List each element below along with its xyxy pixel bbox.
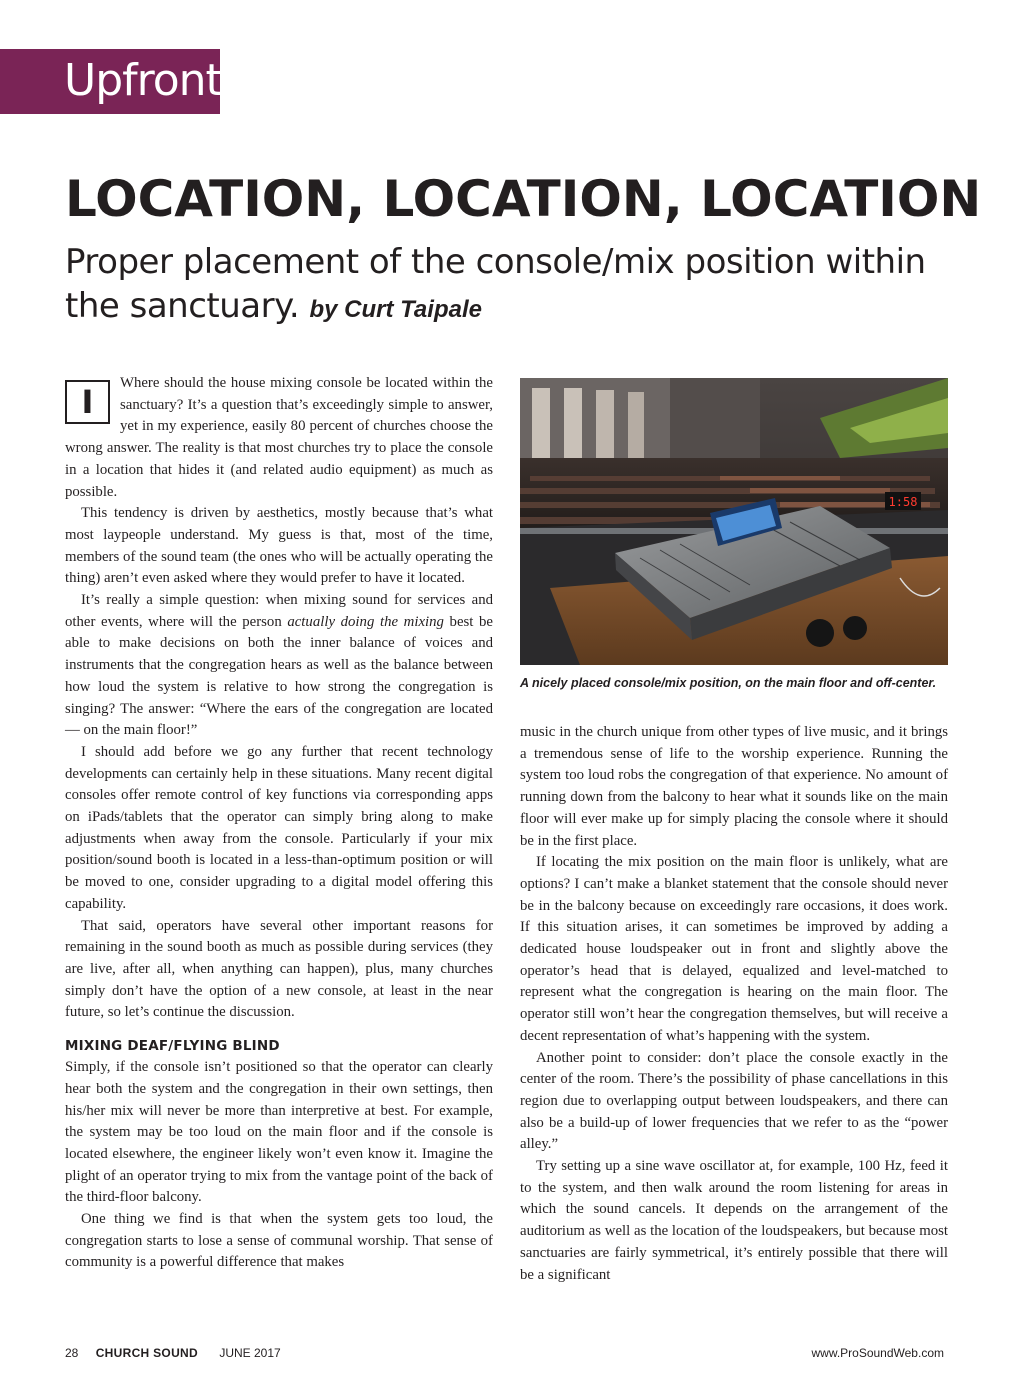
paragraph [65, 373, 493, 503]
paragraph: One thing we find is that when the system gets too loud, the congregation starts to lose a sense of communal worship. That sense of community is a powerful difference that makes [65, 1211, 493, 1271]
paragraph [65, 590, 493, 742]
section-label: Upfront [64, 55, 222, 106]
website-link[interactable]: www.ProSoundWeb.com [811, 1346, 944, 1360]
paragraph: This tendency is driven by aesthetics, mostly because that’s what most laypeople understand. My guess is that, most of the time, members of the sound team (the ones who will be actually operating the thing) aren’t even asked where they would prefer to have it located. [65, 505, 493, 587]
paragraph: That said, operators have several other important reasons for remaining in the sound booth as much as possible during services (they are live, after all, when anything can happen), plus, many churches simply don’t have the option of a new console, at least in the near future, so let’s continue the discussion. [65, 917, 493, 1021]
paragraph: I should add before we go any further that recent technology developments can certainly help in these situations. Many recent digital consoles offer remote control of key functions via corresponding apps on iPads/tablets that the operator can simply bring along to make adjustments when away from the console. Particularly if your mix position/sound booth is located in a less-than-optimum position or will be moved to one, consider upgrading to a digital model offering this capability. [65, 743, 493, 912]
paragraph: Another point to consider: don’t place the console exactly in the center of the room. There’s the possibility of phase cancellations in this region due to overlapping output between loudspeakers, and there can also be a build-up of lower frequencies that we refer to as the “power alley.” [520, 1049, 948, 1153]
paragraph-text: It’s really a simple question: when mixing sound for services and other events, where will the person [65, 592, 493, 630]
page-number: 28 [65, 1346, 79, 1360]
subheading: MIXING DEAF/FLYING BLIND [65, 1038, 280, 1055]
right-column [520, 722, 948, 1286]
console-photo-illustration [520, 378, 948, 665]
article-deck [65, 240, 965, 332]
page-footer [65, 1346, 281, 1360]
paragraph: music in the church unique from other types of live music, and it brings a tremendous sense of life to the worship experience. Running the system too loud robs the congregation of that experience. No amount of running down from the balcony to hear what it sounds like on the main floor will ever make up for simply placing the console where it should be in the first place. [520, 724, 948, 849]
paragraph: If locating the mix position on the main floor is unlikely, what are options? I can’t make a blanket statement that the console should never be in the balcony because on exceedingly rare occasions, it does work. If this situation arises, it can sometimes be improved by adding a dedicated house loudspeaker out in front and slightly above the operator’s head that is delayed, equalized and level-matched to represent what the congregation is hearing on the main floor. The operator still won’t hear the congregation themselves, but will receive a decent representation of what’s happening with the system. [520, 854, 948, 1044]
left-column [65, 373, 493, 1274]
photo-caption: A nicely placed console/mix position, on the main floor and off-center. [520, 676, 937, 690]
section-tab [0, 49, 220, 114]
magazine-name: CHURCH SOUND [95, 1346, 198, 1360]
console-photo [520, 378, 948, 665]
drop-cap: I [65, 380, 110, 424]
paragraph-text: best be able to make decisions on both the inner balance of voices and instruments that the congregation hears as well as the balance between how loud the system is relative to how strong the congregation is singing? The answer: “Where the ears of the congregation are located — on the main floor!” [65, 613, 493, 739]
issue-date: JUNE 2017 [219, 1346, 281, 1360]
clock-readout: 1:58 [888, 495, 918, 509]
byline: by Curt Taipale [309, 296, 482, 323]
paragraph-text: Where should the house mixing console be located within the sanctuary? It’s a question that’s exceedingly simple to answer, yet in my experience, easily 80 percent of churches choose the wrong answer. The reality is that most churches try to place the console in a location that hides it (and related audio equipment) as much as possible. [65, 375, 493, 500]
article-headline: LOCATION, LOCATION, LOCATION [65, 170, 982, 228]
paragraph: Simply, if the console isn’t positioned so that the operator can clearly hear both the system and the congregation in their own settings, then his/her mix will never be more than interpretive at best. For example, the system may be too loud on the main floor and if the console is located elsewhere, the engineer likely won’t even know it. Imagine the plight of an operator trying to mix from the vantage point of the back of the third-floor balcony. [65, 1059, 493, 1206]
emphasis-text: actually doing the mixing [287, 613, 444, 630]
deck-text: Proper placement of the console/mix position within the sanctuary. [65, 242, 926, 326]
paragraph: Try setting up a sine wave oscillator at, for example, 100 Hz, feed it to the system, and then walk around the room listening for areas in which the sound cancels. It depends on the arrangement of the auditorium as well as the location of the loudspeakers, but because most sanctuaries are fairly symmetrical, it’s entirely possible that there will be a significant [520, 1158, 948, 1283]
